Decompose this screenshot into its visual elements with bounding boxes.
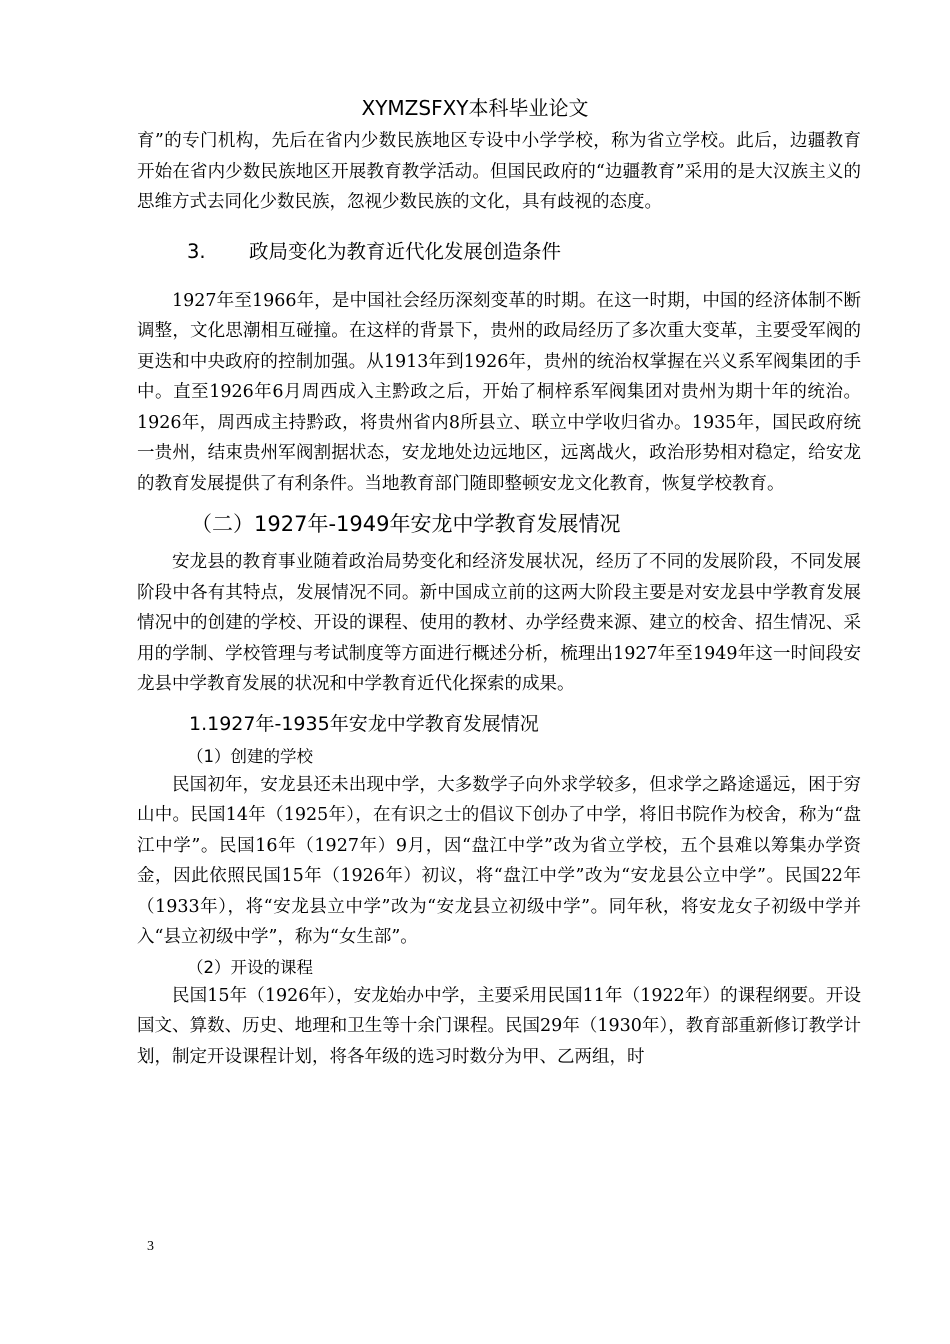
section-heading-2: （二）1927年-1949年安龙中学教育发展情况 [191, 512, 621, 536]
paragraph-anlong-overview: 安龙县的教育事业随着政治局势变化和经济发展状况，经历了不同的发展阶段，不同发展阶段中各有其特点，发展情况不同。新中国成立前的这两大阶段主要是对安龙县中学教育发展情况中的创建的学校、开设的课程、使用的教材、办学经费来源、建立的校舍、招生情况、采用的学制、学校管理与考试制度等方面进行概述分析，梳理出1927年至1949年这一时间段安龙县中学教育发展的状况和中学教育近代化探索的成果。 [137, 552, 861, 694]
section-heading-text: 政局变化为教育近代化发展创造条件 [249, 239, 562, 263]
subsection-heading-1-1: 1.1927年-1935年安龙中学教育发展情况 [189, 712, 539, 735]
paragraph-courses: 民国15年（1926年），安龙始办中学，主要采用民国11年（1922年）的课程纲要。开设国文、算数、历史、地理和卫生等十余门课程。民国29年（1930年），教育部重新修订教学计划，制定开设课程计划，将各年级的选习时数分为甲、乙两组，时 [137, 985, 861, 1067]
page-header: XYMZSFXY本科毕业论文 [361, 96, 589, 120]
paragraph-continuation: 育”的专门机构，先后在省内少数民族地区专设中小学学校，称为省立学校。此后，边疆教育开始在省内少数民族地区开展教育教学活动。但国民政府的“边疆教育”采用的是大汉族主义的思维方式去同化少数民族，忽视少数民族的文化，具有歧视的态度。 [137, 131, 861, 212]
paragraph-founded-schools: 民国初年，安龙县还未出现中学，大多数学子向外求学较多，但求学之路途遥远，困于穷山中。民国14年（1925年），在有识之士的倡议下创办了中学，将旧书院作为校舍，称为“盘江中学”。民国16年（1927年）9月，因“盘江中学”改为省立学校，五个县难以筹集办学资金，因此依照民国15年（1926年）初议，将“盘江中学”改为“安龙县公立中学”。民国22年（1933年），将“安龙县立中学”改为“安龙县立初级中学”。同年秋，将安龙女子初级中学并入“县立初级中学”，称为“女生部”。 [137, 774, 861, 947]
page-number: 3 [147, 1239, 154, 1254]
document-body [137, 126, 861, 1072]
subheading-founded-schools: （1）创建的学校 [187, 746, 313, 766]
paragraph-political-change: 1927年至1966年，是中国社会经历深刻变革的时期。在这一时期，中国的经济体制不断调整，文化思潮相互碰撞。在这样的背景下，贵州的政局经历了多次重大变革，主要受军阀的更迭和中央政府的控制加强。从1913年到1926年，贵州的统治权掌握在兴义系军阀集团的手中。直至1926年6月周西成入主黔政之后，开始了桐梓系军阀集团对贵州为期十年的统治。1926年，周西成主持黔政，将贵州省内8所县立、联立中学收归省办。1935年，国民政府统一贵州，结束贵州军阀割据状态，安龙地处边远地区，远离战火，政治形势相对稳定，给安龙的教育发展提供了有利条件。当地教育部门随即整顿安龙文化教育，恢复学校教育。 [137, 290, 861, 494]
section-heading-3 [137, 238, 861, 266]
section-heading-number: 3. [187, 239, 206, 263]
subheading-courses: （2）开设的课程 [187, 957, 313, 977]
